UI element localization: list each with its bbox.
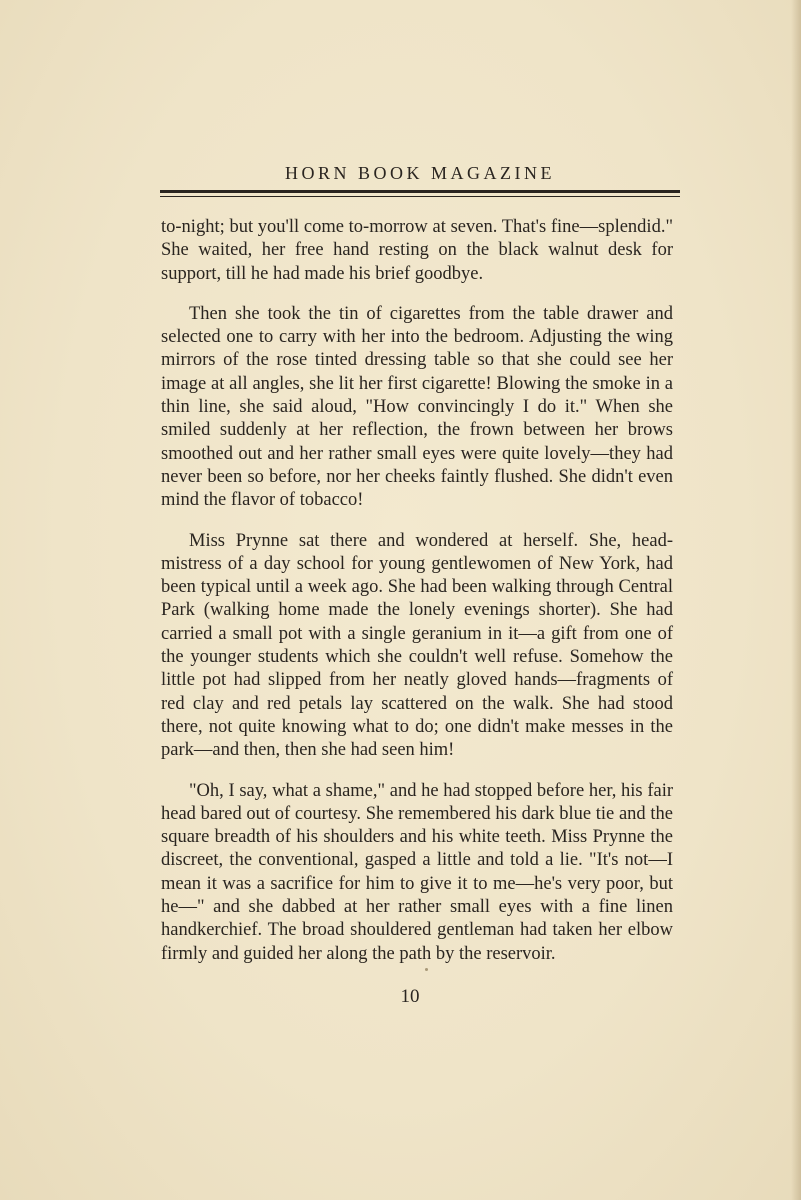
paragraph: Then she took the tin of cigarettes from the table drawer and selected one to carry with her into the bedroom. Adjusting the wing mirrors of the rose tinted dressing table so that she could see her image at all angles, she lit her first cigarette! Blowing the smoke in a thin line, she said aloud, "How convincingly I do it." When she smiled suddenly at her reflection, the frown between her brows smoothed out and her rather small eyes were quite lovely—they had never been so before, nor her cheeks faintly flushed. She didn't even mind the flavor of tobacco! bbox=[161, 303, 673, 511]
paragraph: Miss Prynne sat there and wondered at herself. She, head-mistress of a day school for young gentlewomen of New York, had been typical until a week ago. She had been walking through Central Park (walking home made the lonely evenings shorter). She had carried a small pot with a single geranium in it—a gift from one of the younger students which she couldn't well refuse. Somehow the little pot had slipped from her neatly gloved hands—fragments of red clay and red petals lay scattered on the walk. She had stood there, not quite knowing what to do; one didn't make messes in the park—and then, then she had seen him! bbox=[161, 530, 673, 761]
page-number: 10 bbox=[400, 986, 420, 1007]
paper-speck bbox=[425, 968, 428, 971]
body-text bbox=[161, 216, 673, 983]
page-edge-shadow bbox=[791, 0, 801, 1200]
paragraph: to-night; but you'll come to-morrow at seven. That's fine—splendid." She waited, her free hand resting on the black walnut desk for support, till he had made his brief goodbye. bbox=[161, 217, 673, 284]
paragraph: "Oh, I say, what a shame," and he had stopped before her, his fair head bared out of courtesy. She remembered his dark blue tie and the square breadth of his shoulders and his white teeth. Miss Prynne the discreet, the conventional, gasped a little and told a lie. "It's not—I mean it was a sacrifice for him to give it to me—he's very poor, but he—" and she dabbed at her rather small eyes with a fine linen handkerchief. The broad shouldered gentleman had taken her elbow firmly and guided her along the path by the reservoir. bbox=[161, 780, 673, 964]
header-rule-thick bbox=[160, 190, 680, 193]
running-head: HORN BOOK MAGAZINE bbox=[285, 163, 555, 183]
header-rule-thin bbox=[160, 196, 680, 197]
